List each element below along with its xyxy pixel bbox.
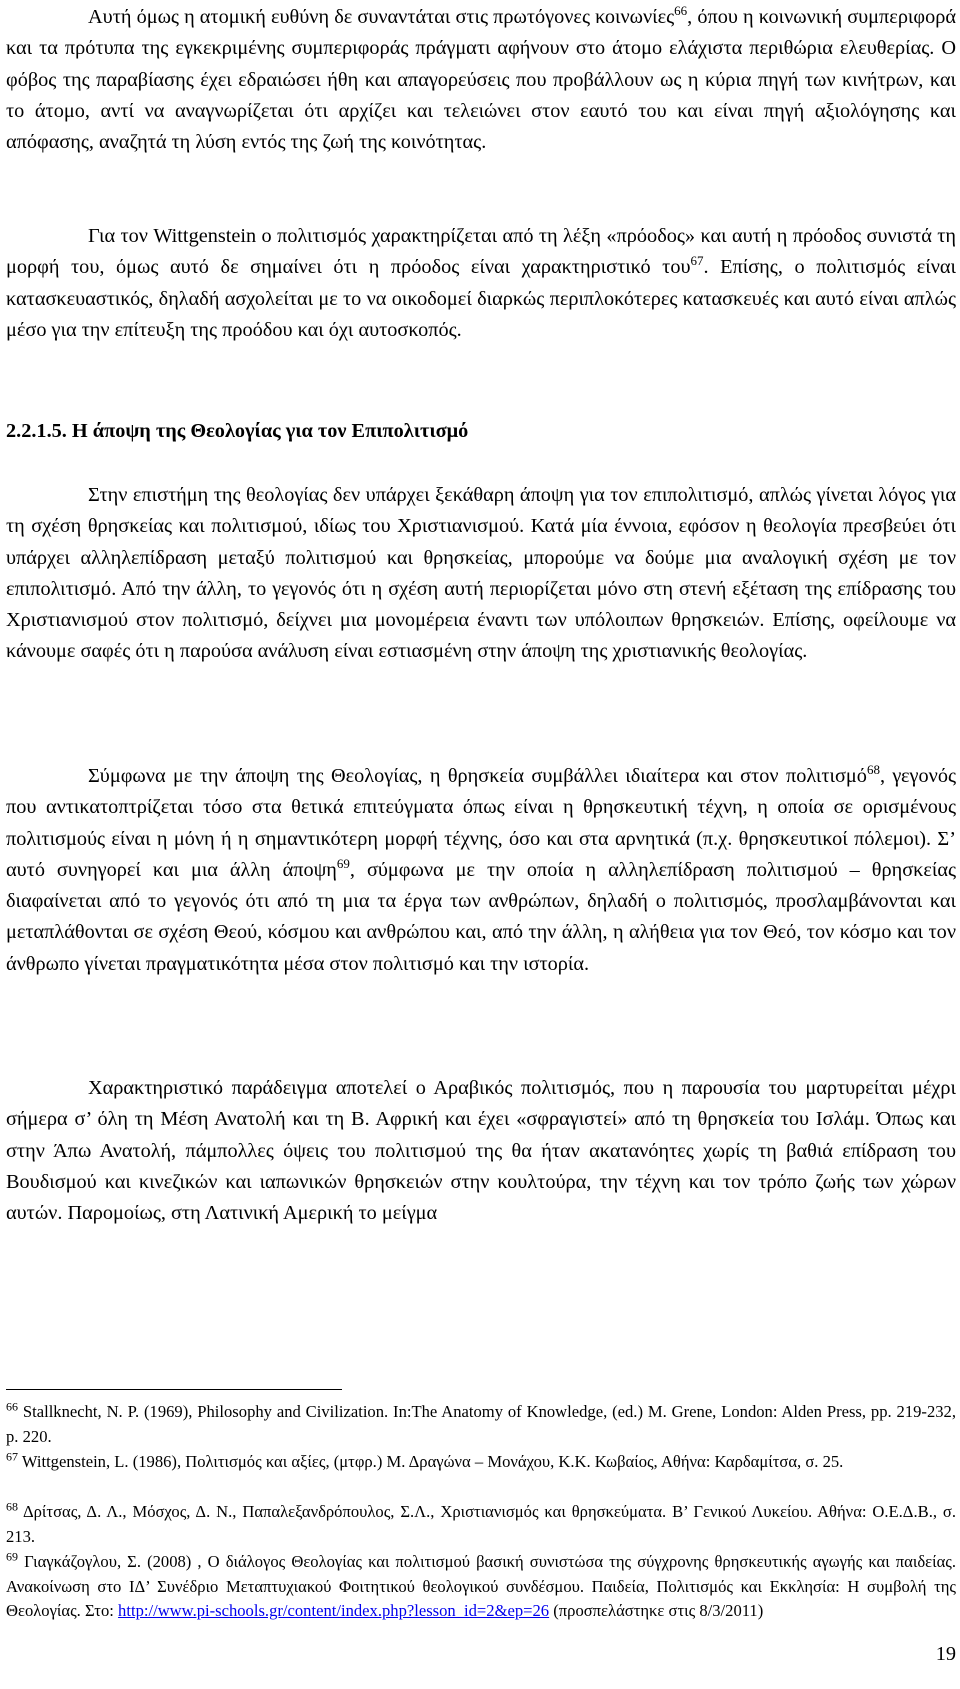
paragraph-religion-contribution [6, 761, 956, 980]
paragraph-text: , γεγονός που αντικατοπτρίζεται τόσο στα θετικά επιτεύγματα όπως είναι η θρησκευτική τέχνη, η οποία σε ορισμένους πολιτισμούς είναι η μόνη ή η σημαντικότερη μορφή τέχνης, όσο και στα αρνητικά (π.χ. θρησκευτικοί πόλεμοι). Σ’ αυτό συνηγορεί και μια άλλη άποψη [6, 765, 956, 881]
paragraph-arab-civilization [6, 1073, 956, 1229]
footnote-ref-69[interactable]: 69 [336, 856, 350, 872]
footnote-text: Δρίτσας, Δ. Λ., Μόσχος, Δ. Ν., Παπαλεξανδρόπουλος, Σ.Λ., Χριστιανισμός και θρησκεύματα. Β’ Γενικού Λυκείου. Αθήνα: Ο.Ε.Δ.Β., σ. 213. [6, 1502, 956, 1546]
footnote-number: 69 [6, 1549, 18, 1564]
footnote-link[interactable]: http://www.pi-schools.gr/content/index.php?lesson_id=2&ep=26 [118, 1601, 550, 1620]
paragraph-wittgenstein [6, 221, 956, 346]
footnote-number: 66 [6, 1399, 18, 1414]
paragraph-text: Σύμφωνα με την άποψη της Θεολογίας, η θρησκεία συμβάλλει ιδιαίτερα και στον πολιτισμό [88, 765, 867, 787]
footnote-67 [6, 1450, 956, 1475]
paragraph-text: Χαρακτηριστικό παράδειγμα αποτελεί ο Αραβικός πολιτισμός, που η παρουσία του μαρτυρείται μέχρι σήμερα σ’ όλη τη Μέση Ανατολή και τη Β. Αφρική και έχει «σφραγιστεί» από τη θρησκεία του Ισλάμ. Όπως και στην Άπω Ανατολή, πάμπολλες όψεις του πολιτισμού της θα ήταν ακατανόητες χωρίς τη βαθιά επίδραση του Βουδισμού και κινεζικών και ιαπωνικών θρησκειών στην κουλτούρα, την τέχνη και τον τρόπο ζωής των χώρων αυτών. Παρομοίως, στη Λατινική Αμερική το μείγμα [6, 1077, 956, 1225]
section-heading: 2.2.1.5. Η άποψη της Θεολογίας για τον Επιπολιτισμό [6, 420, 469, 442]
footnote-separator [6, 1389, 342, 1390]
footnote-ref-66[interactable]: 66 [674, 3, 688, 19]
paragraph-text: , σύμφωνα με την οποία η αλληλεπίδραση πολιτισμού – θρησκείας διαφαίνεται από το γεγονός ότι από τη μια τα έργα των ανθρώπων, δηλαδή ο πολιτισμός, προσλαμβάνονται και μεταπλάθονται σε σχέση Θεού, κόσμου και ανθρώπου και, από την άλλη, η αλήθεια για τον Θεό, τον κόσμο και τον άνθρωπο γίνεται πραγματικότητα μέσα στον πολιτισμό και την ιστορία. [6, 858, 956, 975]
footnote-text-tail: (προσπελάστηκε στις 8/3/2011) [549, 1601, 764, 1620]
paragraph-theology-view [6, 480, 956, 668]
footnote-ref-67[interactable]: 67 [690, 253, 704, 269]
paragraph-text: , όπου η κοινωνική συμπεριφορά και τα πρότυπα της εγκεκριμένης συμπεριφοράς πράγματι αφήνουν στο άτομο ελάχιστα περιθώρια ελευθερίας. Ο φόβος της παραβίασης έχει εδραιώσει ήθη και απαγορεύσεις που προβάλλουν ως η κύρια πηγή των κινήτρων, και το άτομο, αντί να αναγνωρίζεται ότι αρχίζει και τελειώνει στον εαυτό του και είναι πηγή αξιολόγησης και απόφασης, αναζητά τη λύση εντός της ζωή της κοινότητας. [6, 6, 956, 154]
document-page [6, 0, 958, 1689]
page-number: 19 [935, 1643, 956, 1665]
footnote-68 [6, 1500, 956, 1549]
paragraph-text: Στην επιστήμη της θεολογίας δεν υπάρχει ξεκάθαρη άποψη για τον επιπολιτισμό, απλώς γίνεται λόγος για τη σχέση θρησκείας και πολιτισμού, ιδίως του Χριστιανισμού. Κατά μία έννοια, εφόσον η θεολογία πρεσβεύει ότι υπάρχει αλληλεπίδραση μεταξύ πολιτισμού και θρησκείας, μπορούμε να δούμε μια αναλογική σχέση με τον επιπολιτισμό. Από την άλλη, το γεγονός ότι η σχέση αυτή περιορίζεται μόνο στη στενή εξέταση της επίδρασης του Χριστιανισμού στον πολιτισμό, δείχνει μια μονομέρεια έναντι των υπόλοιπων θρησκειών. Επίσης, οφείλουμε να κάνουμε σαφές ότι η παρούσα ανάλυση είναι εστιασμένη στην άποψη της χριστιανικής θεολογίας. [6, 484, 956, 663]
paragraph-text: Αυτή όμως η ατομική ευθύνη δε συναντάται στις πρωτόγονες κοινωνίες [88, 6, 675, 28]
footnote-number: 68 [6, 1499, 18, 1514]
footnote-number: 67 [6, 1449, 18, 1464]
footnote-ref-68[interactable]: 68 [866, 762, 880, 778]
paragraph-text: Για τον Wittgenstein ο πολιτισμός χαρακτηρίζεται από τη λέξη «πρόοδος» και αυτή η πρόοδος συνιστά τη μορφή του, όμως αυτό δε σημαίνει ότι η πρόοδος είναι χαρακτηριστικό του [6, 225, 956, 279]
footnote-66 [6, 1400, 956, 1449]
footnote-text: Γιαγκάζογλου, Σ. (2008) , Ο διάλογος Θεολογίας και πολιτισμού βασική συνιστώσα της σύγχρονης θρησκευτικής αγωγής και παιδείας. Ανακοίνωση στο ΙΔ’ Συνέδριο Μεταπτυχιακού Φοιτητικού θεολογικού συνδέσμου. Παιδεία, Πολιτισμός και Εκκλησία: Η συμβολή της Θεολογίας. Στο: [6, 1552, 956, 1620]
footnote-text: Stallknecht, N. P. (1969), Philosophy and Civilization. In:The Anatomy of Knowledge, (ed.) M. Grene, London: Alden Press, pp. 219-232, p. 220. [6, 1402, 956, 1446]
footnote-69 [6, 1550, 956, 1624]
paragraph-text: . Επίσης, ο πολιτισμός είναι κατασκευαστικός, δηλαδή ασχολείται με το να οικοδομεί διαρκώς περιπλοκότερες κατασκευές και αυτό είναι απλώς μέσο για την επίτευξη της προόδου και όχι αυτοσκοπός. [6, 256, 957, 341]
footnote-text: Wittgenstein, L. (1986), Πολιτισμός και αξίες, (μτφρ.) Μ. Δραγώνα – Μονάχου, Κ.Κ. Κωβαίος, Αθήνα: Καρδαμίτσα, σ. 25. [18, 1452, 844, 1471]
paragraph-primitive-societies [6, 2, 956, 158]
